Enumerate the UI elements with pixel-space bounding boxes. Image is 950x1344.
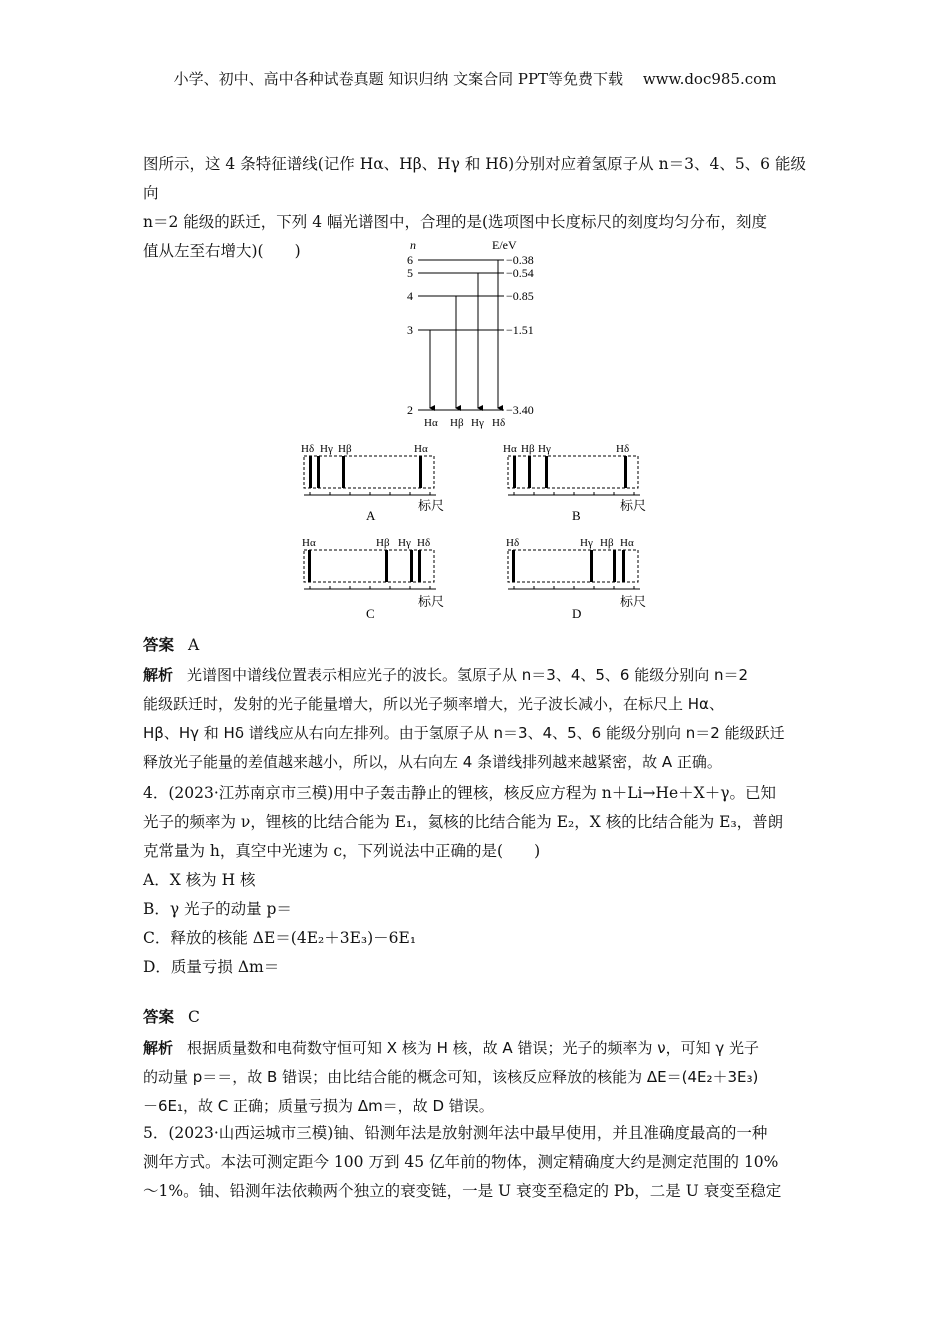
level-n-3: 3	[407, 323, 413, 337]
line-h-alpha	[308, 550, 311, 582]
answer-value: A	[188, 636, 200, 654]
analysis-line: －6E₁，故 C 正确；质量亏损为 Δm＝，故 D 错误。	[143, 1097, 494, 1115]
label-4: Hα	[620, 537, 634, 549]
energy-level-diagram	[400, 238, 560, 430]
line-h-beta	[385, 550, 388, 582]
label-1: Hδ	[301, 443, 315, 455]
spectrum-option-c	[296, 534, 456, 618]
energy-levels	[418, 260, 504, 410]
spectrum-option-d	[500, 534, 660, 618]
transition-label-beta: Hβ	[450, 417, 464, 429]
analysis-4	[143, 1034, 813, 1121]
q5-line: 5．(2023·山西运城市三模)铀、铅测年法是放射测年法中最早使用，并且准确度最高的一种	[143, 1124, 768, 1142]
analysis-line: 光谱图中谱线位置表示相应光子的波长。氢原子从 n＝3、4、5、6 能级分别向 n＝2	[187, 666, 749, 684]
line-h-delta	[624, 456, 627, 488]
q3-line: 值从左至右增大)( )	[143, 242, 301, 260]
label-1: Hα	[302, 537, 316, 549]
level-n-5: 5	[407, 266, 413, 280]
q5-line: ～1%。铀、铅测年法依赖两个独立的衰变链，一是 U 衰变至稳定的 Pb，二是 U 衰变至稳定	[143, 1182, 782, 1200]
ruler-label: 标尺	[620, 595, 647, 610]
level-e-5: −0.54	[506, 266, 534, 280]
option-label-c: C	[366, 606, 375, 618]
line-h-gamma	[590, 550, 593, 582]
label-1: Hα	[503, 443, 517, 455]
label-1: Hδ	[506, 537, 520, 549]
level-e-2: −3.40	[506, 403, 534, 417]
label-2: Hγ	[580, 537, 593, 549]
q3-line: 图所示，这 4 条特征谱线(记作 Hα、Hβ、Hγ 和 Hδ)分别对应着氢原子从 n＝3、4、5、6 能级向	[143, 155, 806, 202]
analysis-line: 根据质量数和电荷数守恒可知 X 核为 H 核，故 A 错误；光子的频率为 ν，可知 γ 光子	[187, 1039, 760, 1057]
label-2: Hγ	[320, 443, 333, 455]
analysis-line: 的动量 p＝＝，故 B 错误；由比结合能的概念可知，该核反应释放的核能为 ΔE＝(4E₂＋3E₃)	[143, 1068, 759, 1086]
ruler-label: 标尺	[418, 499, 445, 514]
line-h-alpha	[513, 456, 516, 488]
q3-line: n＝2 能级的跃迁，下列 4 幅光谱图中，合理的是(选项图中长度标尺的刻度均匀分布，刻度	[143, 213, 768, 231]
answer-label: 答案	[143, 635, 175, 654]
e-axis-label: E/eV	[492, 238, 517, 252]
spectrum-option-b	[500, 440, 660, 522]
label-2: Hβ	[521, 443, 535, 455]
transition-label-delta: Hδ	[492, 417, 506, 429]
analysis-line: 能级跃迁时，发射的光子能量增大，所以光子频率增大，光子波长减小，在标尺上 Hα、	[143, 695, 724, 713]
line-h-delta	[309, 456, 312, 488]
page-header: 小学、初中、高中各种试卷真题 知识归纳 文案合同 PPT等免费下载 www.doc985.com	[173, 70, 777, 88]
line-h-delta	[418, 550, 421, 582]
line-h-gamma	[410, 550, 413, 582]
q4-line: 光子的频率为 ν，锂核的比结合能为 E₁，氦核的比结合能为 E₂，X 核的比结合能为 E₃，普朗	[143, 813, 784, 831]
label-3: Hβ	[338, 443, 352, 455]
line-h-beta	[528, 456, 531, 488]
q4-line: 克常量为 h，真空中光速为 c，下列说法中正确的是( )	[143, 842, 541, 860]
label-2: Hβ	[376, 537, 390, 549]
ruler-label: 标尺	[418, 595, 445, 610]
line-h-delta	[512, 550, 515, 582]
line-h-beta	[342, 456, 345, 488]
level-n-2: 2	[407, 403, 413, 417]
analysis-label: 解析	[143, 1039, 174, 1057]
n-axis-label: n	[410, 238, 416, 252]
line-h-alpha	[622, 550, 625, 582]
answer-value: C	[188, 1008, 200, 1026]
label-3: Hγ	[398, 537, 411, 549]
line-h-beta	[613, 550, 616, 582]
spectrum-option-a	[296, 440, 456, 522]
transition-label-gamma: Hγ	[471, 417, 484, 429]
level-e-3: −1.51	[506, 323, 534, 337]
level-e-6: −0.38	[506, 253, 534, 267]
q4-option-b: B．γ 光子的动量 p＝	[143, 900, 292, 918]
level-e-4: −0.85	[506, 289, 534, 303]
level-n-4: 4	[407, 289, 413, 303]
q4-option-c: C．释放的核能 ΔE＝(4E₂＋3E₃)－6E₁	[143, 929, 417, 947]
option-label-d: D	[572, 606, 582, 618]
analysis-line: 释放光子能量的差值越来越小，所以，从右向左 4 条谱线排列越来越紧密，故 A 正确。	[143, 753, 722, 771]
level-n-6: 6	[407, 253, 413, 267]
analysis-line: Hβ、Hγ 和 Hδ 谱线应从右向左排列。由于氢原子从 n＝3、4、5、6 能级分别向 n＝2 能级跃迁	[143, 724, 785, 742]
line-h-gamma	[545, 456, 548, 488]
option-label-b: B	[572, 508, 581, 522]
q4-option-a: A．X 核为 H 核	[143, 871, 256, 889]
q5-line: 测年方式。本法可测定距今 100 万到 45 亿年前的物体，测定精确度大约是测定范围的 10%	[143, 1153, 779, 1171]
analysis-label: 解析	[143, 666, 174, 684]
answer-4	[143, 1002, 813, 1032]
ruler-label: 标尺	[620, 499, 647, 514]
answer-label: 答案	[143, 1007, 175, 1026]
option-label-a: A	[366, 508, 376, 522]
label-4: Hα	[414, 443, 428, 455]
q4-option-d: D．质量亏损 Δm＝	[143, 958, 280, 976]
label-3: Hγ	[538, 443, 551, 455]
q4-line: 4．(2023·江苏南京市三模)用中子轰击静止的锂核，核反应方程为 n＋Li→He＋X＋γ。已知	[143, 784, 776, 802]
q4-stem	[143, 779, 813, 982]
line-h-alpha	[419, 456, 422, 488]
label-4: Hδ	[616, 443, 630, 455]
line-h-gamma	[317, 456, 320, 488]
q5-stem	[143, 1119, 813, 1206]
label-3: Hβ	[600, 537, 614, 549]
answer-3	[143, 630, 813, 660]
label-4: Hδ	[417, 537, 431, 549]
transition-label-alpha: Hα	[424, 417, 438, 429]
analysis-3	[143, 661, 813, 777]
